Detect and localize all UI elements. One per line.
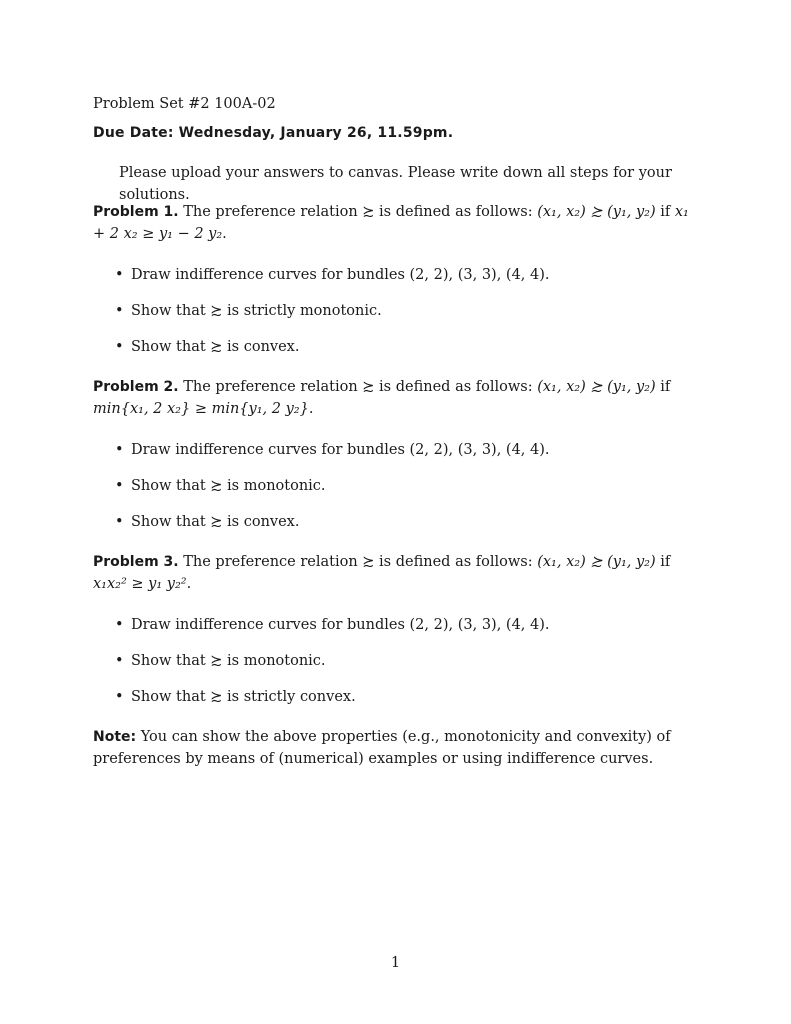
problem-3-label: Problem 3.	[93, 554, 179, 570]
problem-3-text-a: The preference relation ≿ is defined as follows:	[183, 554, 538, 570]
problem-2-tasks	[115, 439, 550, 547]
problem-1-math-a: (x₁, x₂) ≿ (y₁, y₂)	[537, 204, 656, 220]
due-date: Due Date: Wednesday, January 26, 11.59pm.	[93, 125, 454, 141]
problem-1-text-b: if	[655, 204, 675, 220]
problem-2-task-3: • Show that ≿ is convex.	[115, 511, 550, 547]
note-text: You can show the above properties (e.g., monotonicity and convexity) of preferences by means of (numerical) examples or using indifference curves.	[93, 729, 671, 767]
problem-2-label: Problem 2.	[93, 379, 179, 395]
problem-3-math-a: (x₁, x₂) ≿ (y₁, y₂)	[537, 554, 656, 570]
problem-1-task-2: • Show that ≿ is strictly monotonic.	[115, 300, 550, 336]
problem-2-text-c: .	[308, 401, 314, 417]
problem-2-statement	[93, 376, 703, 420]
problem-3-task-2: • Show that ≿ is monotonic.	[115, 650, 550, 686]
problem-2-task-1: • Draw indifference curves for bundles (2, 2), (3, 3), (4, 4).	[115, 439, 550, 475]
problem-2-task-2: • Show that ≿ is monotonic.	[115, 475, 550, 511]
page-number: 1	[390, 955, 401, 971]
instructions-paragraph: Please upload your answers to canvas. Please write down all steps for your solutions.	[119, 165, 672, 203]
problem-2-text-b: if	[655, 379, 671, 395]
problem-3-statement	[93, 551, 703, 595]
problem-2-math-a: (x₁, x₂) ≿ (y₁, y₂)	[537, 379, 656, 395]
problem-2-text-a: The preference relation ≿ is defined as follows:	[183, 379, 538, 395]
note-label: Note:	[93, 729, 137, 745]
problem-1-label: Problem 1.	[93, 204, 179, 220]
problem-3-task-1: • Draw indifference curves for bundles (2, 2), (3, 3), (4, 4).	[115, 614, 550, 650]
problem-1-statement	[93, 201, 703, 245]
problem-1-task-1: • Draw indifference curves for bundles (2, 2), (3, 3), (4, 4).	[115, 264, 550, 300]
problem-set-title: Problem Set #2 100A-02	[93, 96, 276, 112]
problem-3-math-b: x₁x₂² ≥ y₁ y₂²	[93, 576, 187, 592]
problem-3-task-3: • Show that ≿ is strictly convex.	[115, 686, 550, 722]
problem-1-task-3: • Show that ≿ is convex.	[115, 336, 550, 372]
problem-1-math-b: x₁ + 2 x₂ ≥ y₁ − 2 y₂	[93, 204, 689, 242]
problem-2-math-b: min{x₁, 2 x₂} ≥ min{y₁, 2 y₂}	[93, 401, 309, 417]
problem-1-text-c: .	[222, 226, 227, 242]
note-paragraph	[93, 726, 713, 770]
problem-1-tasks	[115, 264, 550, 372]
problem-1-text-a: The preference relation ≿ is defined as follows:	[183, 204, 538, 220]
problem-3-text-b: if	[655, 554, 671, 570]
problem-3-tasks	[115, 614, 550, 722]
problem-3-text-c: .	[186, 576, 192, 592]
